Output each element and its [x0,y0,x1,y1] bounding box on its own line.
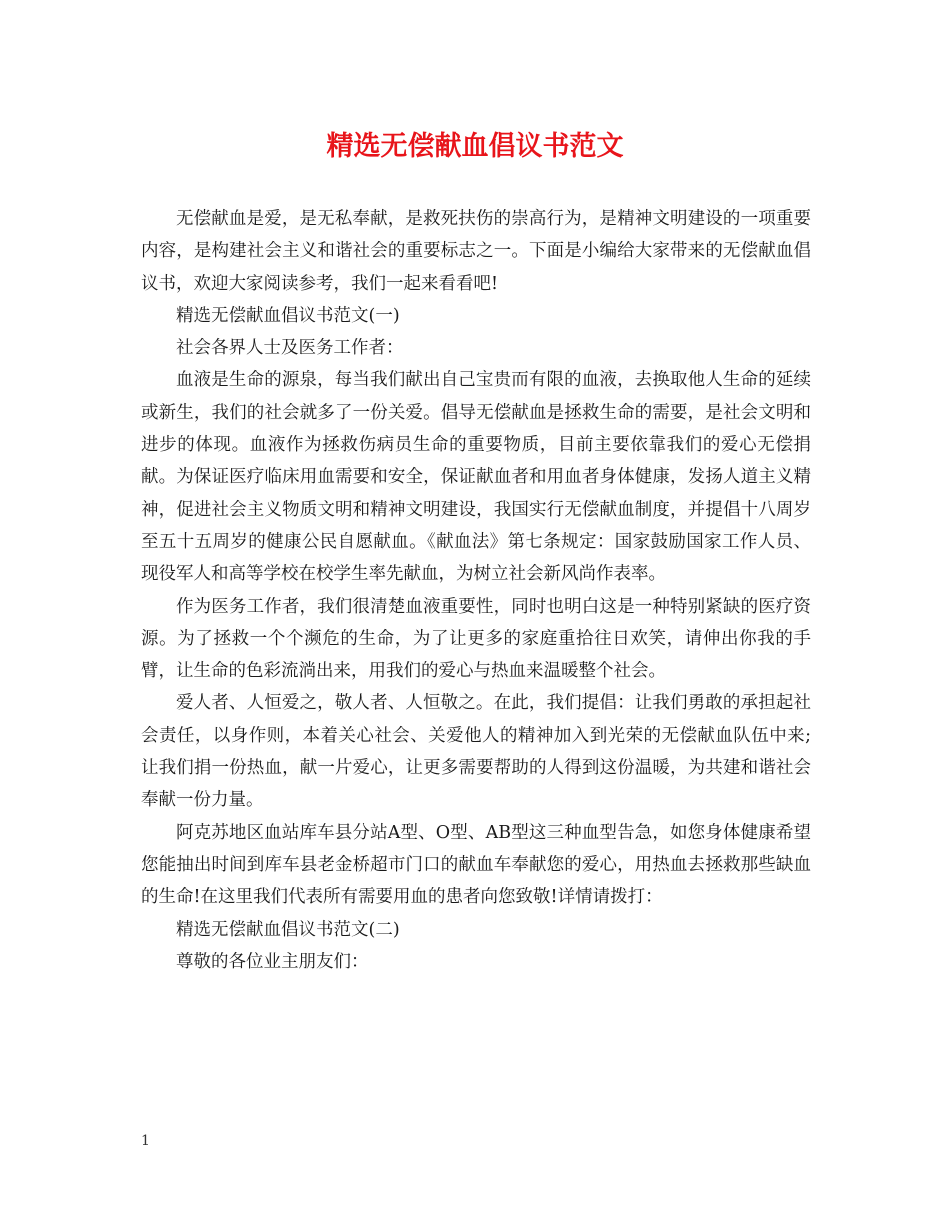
section-heading-1: 精选无偿献血倡议书范文(一) [176,305,400,326]
paragraph-medical-workers: 作为医务工作者，我们很清楚血液重要性，同时也明白这是一种特别紧缺的医疗资源。为了拯救一个个濒危的生命，为了让更多的家庭重拾往日欢笑，请伸出你我的手臂，让生命的色彩流淌出来，用我们的爱心与热血来温暖整个社会。 [141,596,811,682]
salutation-1: 社会各界人士及医务工作者： [176,338,404,359]
paragraph-intro: 无偿献血是爱，是无私奉献，是救死扶伤的崇高行为，是精神文明建设的一项重要内容，是构建社会主义和谐社会的重要标志之一。下面是小编给大家带来的无偿献血倡议书，欢迎大家阅读参考，我们一起来看看吧! [141,209,811,294]
paragraph-proposal: 爱人者、人恒爱之，敬人者、人恒敬之。在此，我们提倡：让我们勇敢的承担起社会责任，以身作则，本着关心社会、关爱他人的精神加入到光荣的无偿献血队伍中来;让我们捐一份热血，献一片爱心，让更多需要帮助的人得到这份温暖，为共建和谐社会奉献一份力量。 [141,693,811,811]
paragraph-blood-source: 血液是生命的源泉，每当我们献出自己宝贵而有限的血液，去换取他人生命的延续或新生，我们的社会就多了一份关爱。倡导无偿献血是拯救生命的需要，是社会文明和进步的体现。血液作为拯救伤病员生命的重要物质，目前主要依靠我们的爱心无偿捐献。为保证医疗临床用血需要和安全，保证献血者和用血者身体健康，发扬人道主义精神，促进社会主义物质文明和精神文明建设，我国实行无偿献血制度，并提倡十八周岁至五十五周岁的健康公民自愿献血。《献血法》第七条规定：国家鼓励国家工作人员、现役军人和高等学校在校学生率先献血，为树立社会新风尚作表率。 [141,370,811,585]
document-title: 精选无偿献血倡议书范文 [326,131,624,162]
section-heading-2: 精选无偿献血倡议书范文(二) [176,919,400,940]
page-number: 1 [141,1133,150,1149]
paragraph-blood-shortage: 阿克苏地区血站库车县分站A型、O型、AB型这三种血型告急，如您身体健康希望您能抽出时间到库车县老金桥超市门口的献血车奉献您的爱心，用热血去拯救那些缺血的生命!在这里我们代表所有需要用血的患者向您致敬!详情请拨打： [141,822,811,908]
salutation-2: 尊敬的各位业主朋友们： [176,951,369,972]
document-body [141,203,811,978]
